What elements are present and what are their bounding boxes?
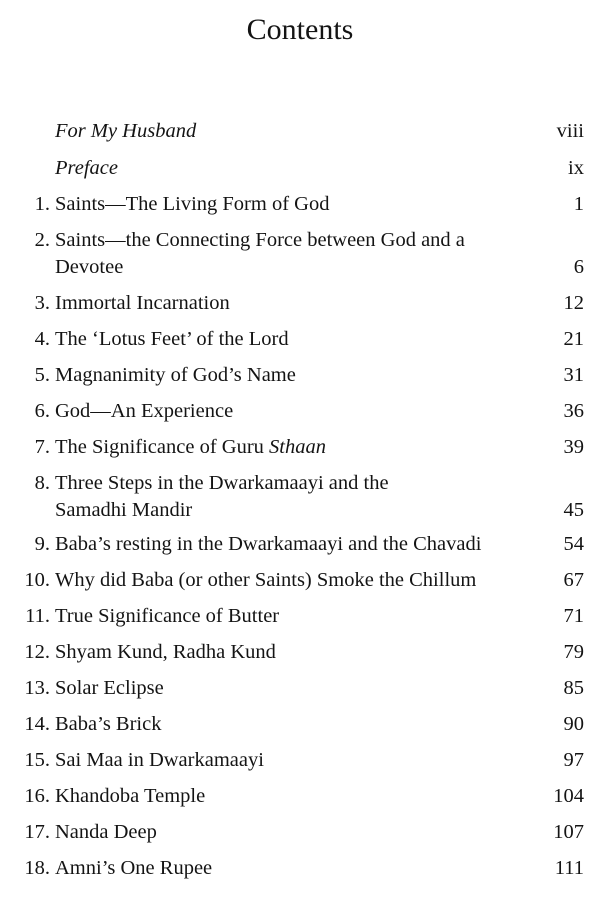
entry-page: 104	[553, 785, 584, 807]
entry-title-line-1: Saints—the Connecting Force between God and a	[55, 229, 465, 251]
entry-number: 2.	[34, 229, 50, 251]
entry-title-line-2: Samadhi Mandir	[55, 499, 193, 521]
entry-page: 1	[573, 193, 584, 215]
entry-number: 1.	[34, 193, 50, 215]
entry-title-line-2: Devotee	[55, 256, 124, 278]
entry-page: 21	[563, 328, 584, 350]
entry-page: 45	[563, 499, 584, 521]
entry-title: Baba’s Brick	[55, 713, 162, 735]
entry-title: The ‘Lotus Feet’ of the Lord	[55, 328, 289, 350]
entry-page: 6	[573, 256, 584, 278]
entry-number: 11.	[25, 605, 50, 627]
entry-title: Solar Eclipse	[55, 677, 164, 699]
entry-page: 85	[563, 677, 584, 699]
entry-title: Why did Baba (or other Saints) Smoke the Chillum	[55, 569, 477, 591]
entry-page: 39	[563, 436, 584, 458]
entry-page: 107	[553, 821, 584, 843]
entry-title-line-1: Three Steps in the Dwarkamaayi and the	[55, 472, 389, 494]
page-title: Contents	[246, 13, 354, 46]
entry-number: 6.	[34, 400, 50, 422]
entry-number: 16.	[24, 785, 50, 807]
entry-page: 31	[563, 364, 584, 386]
entry-number: 15.	[24, 749, 50, 771]
entry-title: Shyam Kund, Radha Kund	[55, 641, 276, 663]
entry-title	[55, 434, 525, 461]
entry-page: 90	[563, 713, 584, 735]
entry-number: 17.	[24, 821, 50, 843]
entry-number: 3.	[34, 292, 50, 314]
entry-number: 13.	[24, 677, 50, 699]
entry-title: Baba’s resting in the Dwarkamaayi and the Chavadi	[55, 533, 482, 555]
entry-title-italic: Sthaan	[269, 436, 326, 458]
entry-page: 79	[563, 641, 584, 663]
entry-number: 4.	[34, 328, 50, 350]
entry-page: 97	[563, 749, 584, 771]
entry-title: Magnanimity of God’s Name	[55, 364, 296, 386]
entry-number: 14.	[24, 713, 50, 735]
entry-title: For My Husband	[55, 120, 197, 142]
entry-title: Khandoba Temple	[55, 785, 206, 807]
entry-page: 54	[563, 533, 584, 555]
entry-number: 8.	[34, 472, 50, 494]
entry-title: Saints—The Living Form of God	[55, 193, 330, 215]
entry-page: 67	[563, 569, 584, 591]
entry-title: Nanda Deep	[55, 821, 157, 843]
entry-number: 9.	[34, 533, 50, 555]
entry-title: Sai Maa in Dwarkamaayi	[55, 749, 264, 771]
entry-page: 71	[563, 605, 584, 627]
entry-title: Amni’s One Rupee	[55, 857, 213, 879]
entry-number: 12.	[24, 641, 50, 663]
entry-page: 12	[563, 292, 584, 314]
entry-number: 18.	[24, 857, 50, 879]
entry-number: 5.	[34, 364, 50, 386]
entry-number: 7.	[34, 436, 50, 458]
entry-title-roman: The Significance of Guru	[55, 436, 270, 458]
entry-page: 36	[563, 400, 584, 422]
entry-title	[55, 470, 525, 524]
entry-title: God—An Experience	[55, 400, 234, 422]
entry-page: ix	[568, 157, 584, 179]
entry-page: 111	[554, 857, 584, 879]
entry-title: Immortal Incarnation	[55, 292, 230, 314]
entry-title: True Significance of Butter	[55, 605, 280, 627]
entry-page: viii	[556, 120, 584, 142]
entry-number: 10.	[24, 569, 50, 591]
entry-title: Preface	[55, 157, 118, 179]
entry-title	[55, 227, 525, 281]
